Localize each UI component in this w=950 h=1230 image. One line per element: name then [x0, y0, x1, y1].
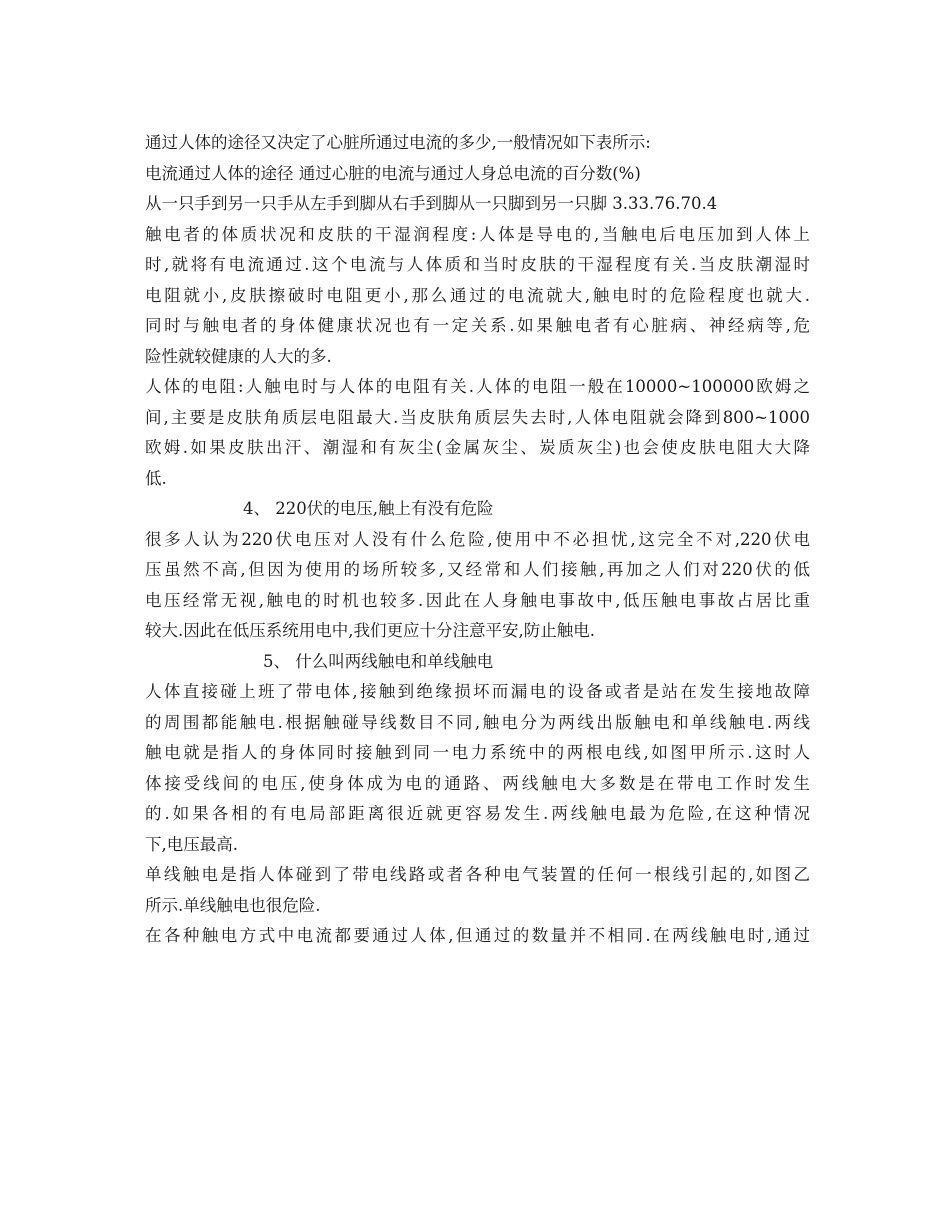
text-line: 所示.单线触电也很危险.: [145, 895, 321, 915]
text-line: 在各种触电方式中电流都要通过人体,但通过的数量并不相同.在两线触电时,通过: [145, 926, 810, 945]
text-line: 间,主要是皮肤角质层电阻最大.当皮肤角质层失去时,人体电阻就会降到800~1000: [145, 407, 810, 427]
text-line: 电压经常无视,触电的时机也较多.因此在人身触电事故中,低压触电事故占居比重: [145, 590, 810, 610]
text-line: 体接受线间的电压,使身体成为电的通路、两线触电大多数是在带电工作时发生: [145, 773, 810, 793]
text-line: 同时与触电者的身体健康状况也有一定关系.如果触电者有心脏病、神经病等,危: [145, 316, 810, 335]
text-line: 触电者的体质状况和皮肤的干湿润程度:人体是导电的,当触电后电压加到人体上: [145, 224, 810, 244]
text-line: 触电就是指人的身体同时接触到同一电力系统中的两根电线,如图甲所示.这时人: [145, 743, 810, 762]
section-heading-4: 4、 220伏的电压,触上有没有危险: [243, 499, 494, 518]
text-line: 的周围都能触电.根据触碰导线数目不同,触电分为两线出版触电和单线触电.两线: [145, 712, 810, 732]
text-line: 单线触电是指人体碰到了带电线路或者各种电气装置的任何一根线引起的,如图乙: [145, 865, 810, 884]
section-heading-5: 5、 什么叫两线触电和单线触电: [263, 651, 494, 671]
table-row-line: 从一只手到另一只手从左手到脚从右手到脚从一只脚到另一只脚 3.33.76.70.4: [145, 194, 718, 213]
text-line: 压虽然不高,但因为使用的场所较多,又经常和人们接触,再加之人们对220伏的低: [145, 560, 810, 579]
text-line: 低.: [145, 468, 167, 488]
table-header-line: 电流通过人体的途径 通过心脏的电流与通过人身总电流的百分数(%): [145, 163, 641, 183]
text-line: 电阻就小,皮肤擦破时电阻更小,那么通过的电流就大,触电时的危险程度也就大.: [145, 285, 810, 305]
text-line: 人体的电阻:人触电时与人体的电阻有关.人体的电阻一般在10000~100000欧姆之: [145, 377, 810, 396]
text-line: 的.如果各相的有电局部距离很近就更容易发生.两线触电最为危险,在这种情况: [145, 804, 810, 823]
text-line: 很多人认为220伏电压对人没有什么危险,使用中不必担忧,这完全不对,220伏电: [145, 529, 810, 549]
text-line: 时,就将有电流通过.这个电流与人体质和当时皮肤的干湿程度有关.当皮肤潮湿时: [145, 255, 810, 274]
text-line: 险性就较健康的人大的多.: [145, 346, 332, 366]
text-line: 通过人体的途径又决定了心脏所通过电流的多少,一般情况如下表所示:: [145, 133, 651, 152]
text-line: 下,电压最高.: [145, 834, 238, 854]
text-line: 人体直接碰上班了带电体,接触到绝缘损坏而漏电的设备或者是站在发生接地故障: [145, 682, 810, 701]
text-line: 欧姆.如果皮肤出汗、潮湿和有灰尘(金属灰尘、炭质灰尘)也会使皮肤电阻大大降: [145, 438, 810, 457]
document-body: [145, 128, 810, 952]
text-line: 较大.因此在低压系统用电中,我们更应十分注意平安,防止触电.: [145, 621, 595, 640]
